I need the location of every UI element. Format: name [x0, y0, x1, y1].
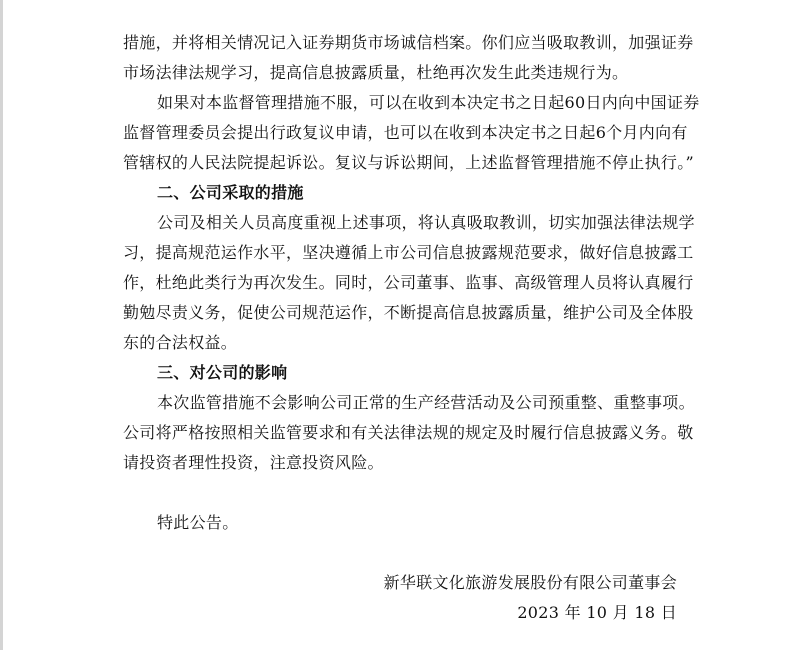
closing-statement: 特此公告。	[157, 513, 239, 532]
paragraph-line: 措施，并将相关情况记入证券期货市场诚信档案。你们应当吸取教训，加强证券	[123, 33, 694, 52]
paragraph-line: 管辖权的人民法院提起诉讼。复议与诉讼期间，上述监督管理措施不停止执行。”	[123, 153, 694, 172]
paragraph-line: 东的合法权益。	[123, 333, 238, 352]
paragraph-line: 市场法律法规学习，提高信息披露质量，杜绝再次发生此类违规行为。	[123, 63, 629, 82]
document-page	[123, 28, 700, 628]
signature-company: 新华联文化旅游发展股份有限公司董事会	[383, 573, 677, 592]
paragraph-line: 公司将严格按照相关监管要求和有关法律法规的规定及时履行信息披露义务。敬	[123, 423, 694, 442]
paragraph-line: 习，提高规范运作水平，坚决遵循上市公司信息披露规范要求，做好信息披露工	[123, 243, 694, 262]
paragraph-line: 请投资者理性投资，注意投资风险。	[123, 453, 384, 472]
spacer	[123, 478, 677, 508]
paragraph-line: 公司及相关人员高度重视上述事项，将认真吸取教训，切实加强法律法规学	[157, 213, 695, 232]
paragraph-line: 如果对本监督管理措施不服，可以在收到本决定书之日起60日内向中国证券	[157, 93, 700, 112]
paragraph-line: 勤勉尽责义务，促使公司规范运作，不断提高信息披露质量，维护公司及全体股	[123, 303, 694, 322]
section-heading-measures: 二、公司采取的措施	[157, 183, 304, 202]
page-left-edge	[0, 0, 3, 650]
paragraph-line: 监督管理委员会提出行政复议申请，也可以在收到本决定书之日起6个月内向有	[123, 123, 688, 142]
paragraph-line: 本次监管措施不会影响公司正常的生产经营活动及公司预重整、重整事项。	[157, 393, 695, 412]
section-heading-impact: 三、对公司的影响	[157, 363, 288, 382]
paragraph-line: 作，杜绝此类行为再次发生。同时，公司董事、监事、高级管理人员将认真履行	[123, 273, 694, 292]
signature-date: 2023 年 10 月 18 日	[517, 603, 677, 622]
spacer	[123, 538, 677, 568]
